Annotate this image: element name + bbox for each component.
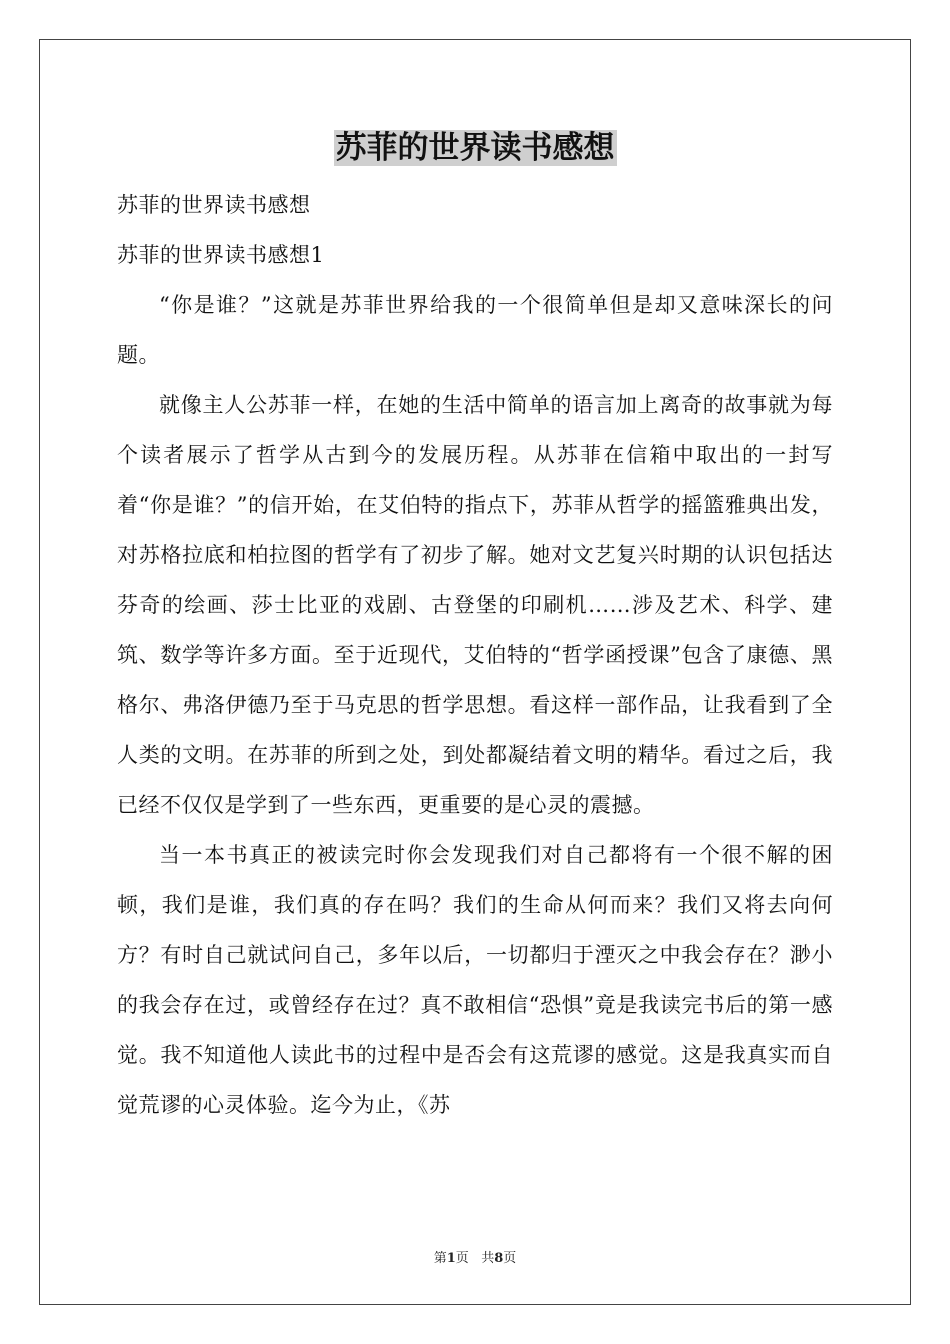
document-subtitle: 苏菲的世界读书感想 (117, 193, 311, 217)
paragraph-3: 当一本书真正的被读完时你会发现我们对自己都将有一个很不解的困顿，我们是谁，我们真的存在吗？我们的生命从何而来？我们又将去向何方？有时自己就试问自己，多年以后，一切都归于湮灭之中我会存在？渺小的我会存在过，或曾经存在过？真不敢相信“恐惧”竟是我读完书后的第一感觉。我不知道他人读此书的过程中是否会有这荒谬的感觉。这是我真实而自觉荒谬的心灵体验。迄今为止，《苏 (117, 843, 833, 1117)
footer-total-pages: 8 (494, 1251, 504, 1266)
footer-page-suffix: 页 (455, 1251, 469, 1266)
footer-total-suffix: 页 (503, 1251, 517, 1266)
page-footer (0, 1247, 950, 1266)
footer-total-prefix: 共 (481, 1251, 495, 1266)
document-title (0, 126, 950, 170)
document-body (117, 180, 833, 1130)
paragraph-2: 就像主人公苏菲一样，在她的生活中简单的语言加上离奇的故事就为每个读者展示了哲学从古到今的发展历程。从苏菲在信箱中取出的一封写着“你是谁？”的信开始，在艾伯特的指点下，苏菲从哲学的摇篮雅典出发，对苏格拉底和柏拉图的哲学有了初步了解。她对文艺复兴时期的认识包括达芬奇的绘画、莎士比亚的戏剧、古登堡的印刷机……涉及艺术、科学、建筑、数学等许多方面。至于近现代，艾伯特的“哲学函授课”包含了康德、黑格尔、弗洛伊德乃至于马克思的哲学思想。看这样一部作品，让我看到了全人类的文明。在苏菲的所到之处，到处都凝结着文明的精华。看过之后，我已经不仅仅是学到了一些东西，更重要的是心灵的震撼。 (117, 393, 833, 817)
footer-page-number: 1 (446, 1251, 456, 1266)
paragraph-1: “你是谁？”这就是苏菲世界给我的一个很简单但是却又意味深长的问题。 (117, 293, 833, 367)
footer-prefix: 第 (433, 1251, 447, 1266)
section-heading: 苏菲的世界读书感想1 (117, 243, 325, 267)
document-title-text: 苏菲的世界读书感想 (335, 130, 615, 166)
